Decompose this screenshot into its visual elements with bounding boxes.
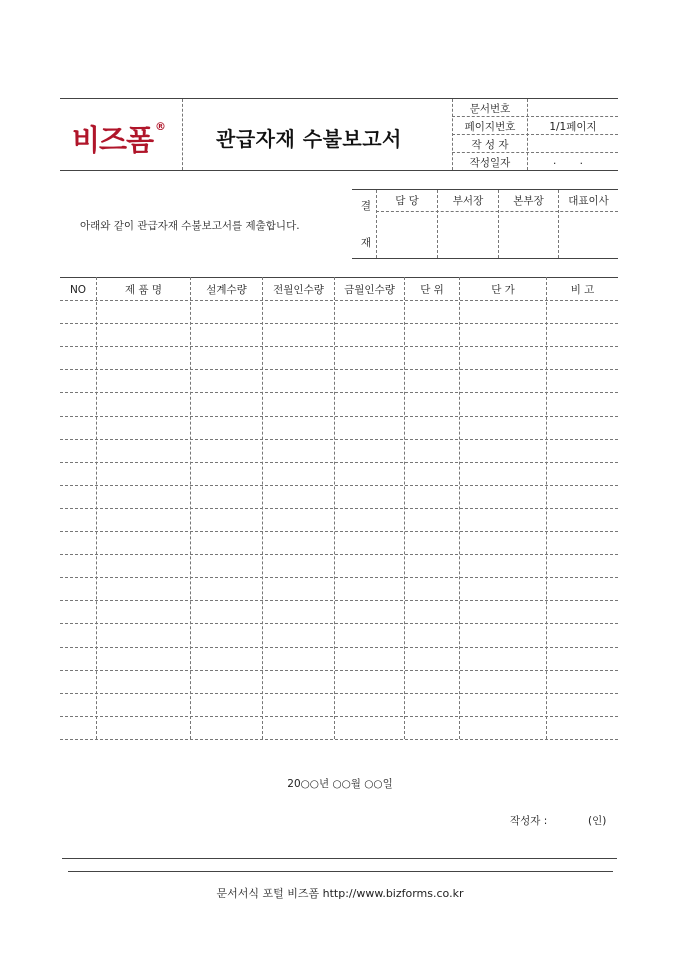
- approval-col-ceo: 대표이사: [568, 195, 609, 207]
- footer-rule-1: [62, 858, 617, 859]
- table-row[interactable]: [60, 439, 618, 462]
- meta-row-line-2: [452, 134, 618, 135]
- col-header-unit-price: 단 가: [491, 284, 515, 296]
- table-column-divider: [190, 277, 191, 739]
- table-row[interactable]: [60, 346, 618, 369]
- header-divider-left: [182, 99, 183, 170]
- col-header-prev-month-received: 전월인수량: [273, 284, 324, 296]
- table-column-divider: [334, 277, 335, 739]
- table-row[interactable]: [60, 462, 618, 485]
- footer-text: 문서서식 포털 비즈폼 http://www.bizforms.co.kr: [216, 887, 464, 900]
- table-top-rule: [60, 277, 618, 278]
- approval-sign-staff[interactable]: [377, 212, 437, 258]
- approval-sign-ceo[interactable]: [559, 212, 618, 258]
- meta-label-author: 작 성 자: [471, 139, 509, 151]
- approval-side-bottom: 재: [360, 237, 372, 249]
- table-row[interactable]: [60, 369, 618, 392]
- table-column-divider: [404, 277, 405, 739]
- table-row[interactable]: [60, 577, 618, 600]
- table-row[interactable]: [60, 300, 618, 323]
- table-column-divider: [262, 277, 263, 739]
- approval-col-dept-head: 부서장: [452, 195, 484, 207]
- table-row[interactable]: [60, 392, 618, 415]
- col-header-this-month-received: 금월인수량: [344, 284, 395, 296]
- header-top-rule: [60, 98, 618, 99]
- table-row[interactable]: [60, 693, 618, 716]
- table-column-divider: [459, 277, 460, 739]
- table-row-rule: [60, 739, 618, 740]
- intro-text: 아래와 같이 관급자재 수불보고서를 제출합니다.: [80, 220, 300, 232]
- table-row[interactable]: [60, 485, 618, 508]
- table-row[interactable]: [60, 716, 618, 739]
- bizforms-logo: 비즈폼 ®: [72, 120, 166, 157]
- approval-col-division-head: 본부장: [513, 195, 544, 207]
- approval-sign-division-head[interactable]: [499, 212, 558, 258]
- col-header-remarks: 비 고: [570, 284, 595, 296]
- approval-sign-dept-head[interactable]: [438, 212, 498, 258]
- signature-field[interactable]: [560, 808, 588, 828]
- approval-top-rule: [352, 189, 618, 190]
- table-row[interactable]: [60, 416, 618, 439]
- approval-bottom-rule: [352, 258, 618, 259]
- table-row[interactable]: [60, 670, 618, 693]
- table-row[interactable]: [60, 323, 618, 346]
- table-row[interactable]: [60, 554, 618, 577]
- meta-label-page-number: 페이지번호: [464, 121, 516, 133]
- table-row[interactable]: [60, 647, 618, 670]
- table-column-divider: [96, 277, 97, 739]
- approval-col-staff: 담 당: [395, 195, 419, 207]
- col-header-design-qty: 설계수량: [206, 284, 247, 296]
- col-header-unit: 단 위: [420, 284, 444, 296]
- meta-row-line-3: [452, 152, 618, 153]
- date-line: 20○○년 ○○월 ○○일: [287, 778, 393, 790]
- meta-value-page-number: 1/1페이지: [549, 121, 597, 133]
- meta-label-date: 작성일자: [469, 157, 511, 169]
- meta-row-line-1: [452, 116, 618, 117]
- document-title: 관급자재 수불보고서: [216, 127, 402, 151]
- signature-label: 작성자 :: [510, 815, 548, 827]
- col-header-product-name: 제 품 명: [124, 284, 163, 296]
- table-row[interactable]: [60, 600, 618, 623]
- registered-mark: ®: [155, 120, 166, 133]
- approval-side-top: 결: [360, 200, 372, 212]
- table-row[interactable]: [60, 623, 618, 646]
- table-row[interactable]: [60, 531, 618, 554]
- col-header-no: NO: [69, 284, 87, 296]
- footer-rule-2: [68, 871, 613, 872]
- table-column-divider: [546, 277, 547, 739]
- seal-mark: (인): [588, 815, 607, 827]
- meta-label-doc-number: 문서번호: [469, 103, 511, 115]
- meta-value-date[interactable]: . .: [552, 155, 593, 167]
- header-bottom-rule: [60, 170, 618, 171]
- table-row[interactable]: [60, 508, 618, 531]
